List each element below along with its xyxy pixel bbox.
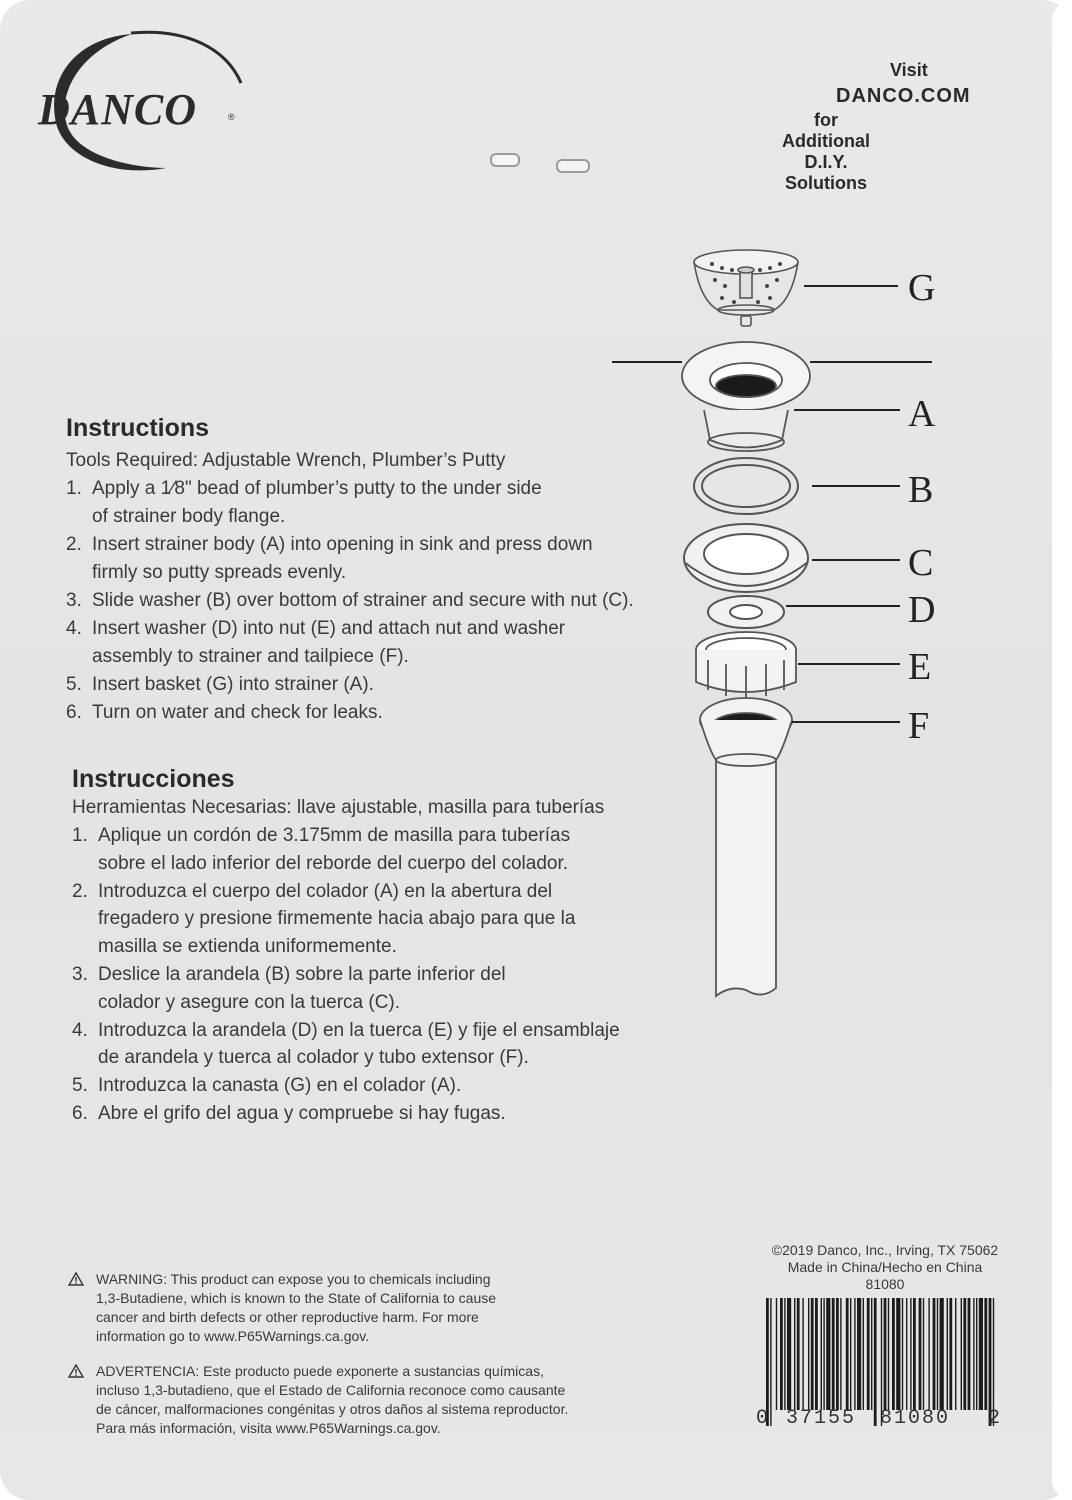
step-number: 2. — [66, 534, 82, 555]
barcode-bar — [910, 1298, 911, 1410]
instruction-line — [66, 618, 565, 640]
brand-name: DANCO — [38, 85, 198, 134]
warning-es-line: ADVERTENCIA: Este producto puede exponerte a sustancias químicas, — [96, 1363, 544, 1379]
barcode-bar — [821, 1298, 822, 1410]
step-number: 3. — [72, 964, 88, 985]
barcode-bar — [840, 1298, 841, 1410]
basket-part-icon — [694, 250, 798, 326]
barcode-bar — [984, 1298, 987, 1410]
instruction-line — [72, 908, 575, 930]
barcode-bar — [961, 1298, 962, 1410]
instruction-line — [72, 936, 397, 958]
warning-triangle-icon — [68, 1272, 84, 1286]
step-text: Abre el grifo del agua y compruebe si hay fugas. — [98, 1103, 506, 1124]
instruction-line — [66, 590, 634, 612]
barcode-bar — [850, 1298, 851, 1410]
instructions-heading-es: Instrucciones — [72, 765, 235, 793]
instruction-line — [72, 881, 552, 903]
warning-triangle-icon — [68, 1364, 84, 1378]
barcode-bar — [854, 1298, 855, 1410]
warning-en — [68, 1270, 496, 1346]
warning-es — [68, 1362, 568, 1438]
step-text: Insert washer (D) into nut (E) and attach nut and washer — [92, 618, 566, 639]
step-number: 5. — [72, 1075, 88, 1097]
step-text: assembly to strainer and tailpiece (F). — [92, 646, 409, 667]
hang-slot-right — [556, 159, 590, 173]
tools-required-es: Herramientas Necesarias: llave ajustable, masilla para tuberías — [72, 797, 605, 818]
barcode-bar — [928, 1298, 929, 1410]
barcode-digits-left: 37155 — [786, 1407, 857, 1430]
small-washer-part-icon — [708, 596, 784, 628]
barcode-bar — [857, 1298, 861, 1410]
barcode-bar — [884, 1298, 887, 1410]
barcode-bar — [784, 1298, 785, 1410]
step-text: fregadero y presione firmemente hacia abajo para que la — [98, 908, 576, 930]
barcode-bar — [937, 1298, 938, 1410]
part-label-e: E — [908, 646, 932, 688]
instructions-heading-en: Instructions — [66, 414, 210, 442]
instruction-line — [72, 1075, 461, 1097]
barcode-bar — [794, 1298, 795, 1410]
instruction-line — [66, 646, 409, 668]
barcode-bar — [797, 1298, 800, 1410]
barcode-bar — [874, 1298, 877, 1426]
step-text: colador y asegure con la tuerca (C). — [98, 991, 401, 1013]
step-text: Slide washer (B) over bottom of strainer and secure with nut (C). — [92, 590, 634, 611]
barcode-bar — [923, 1298, 924, 1410]
instruction-line — [66, 506, 285, 528]
barcode-bar — [973, 1298, 974, 1410]
barcode-bar — [955, 1298, 956, 1410]
barcode-bar — [919, 1298, 922, 1410]
instruction-line — [72, 825, 570, 847]
part-label-d: D — [908, 589, 936, 631]
step-text: masilla se extienda uniformemente. — [98, 936, 397, 958]
part-label-b: B — [908, 469, 934, 511]
part-label-c: C — [908, 542, 934, 584]
barcode-bar — [776, 1298, 777, 1410]
part-label-a: A — [908, 393, 936, 435]
strainer-parts-diagram — [600, 240, 960, 1010]
tailpiece-part-icon — [700, 698, 792, 996]
instruction-line — [72, 992, 400, 1014]
barcode-bar — [871, 1298, 872, 1410]
visit-label: Visit — [890, 60, 928, 80]
step-text: of strainer body flange. — [92, 506, 286, 527]
barcode-bar — [913, 1298, 916, 1410]
step-number: 4. — [72, 1019, 88, 1041]
step-text: de arandela y tuerca al colador y tubo extensor (F). — [98, 1047, 529, 1069]
warning-es-line: de cáncer, malformaciones congénitas y otros daños al sistema reproductor. — [96, 1401, 569, 1417]
barcode-bar — [963, 1298, 966, 1410]
brand-registered-mark: ® — [228, 112, 235, 122]
barcode-bar — [808, 1298, 809, 1410]
step-number: 5. — [66, 674, 82, 695]
instruction-line — [66, 674, 374, 696]
warning-es-line: Para más información, visita www.P65Warnings.ca.gov. — [96, 1420, 441, 1436]
step-number: 1. — [66, 478, 82, 499]
step-number: 6. — [72, 1103, 88, 1124]
step-text: Introduzca el cuerpo del colador (A) en la abertura del — [98, 880, 553, 902]
barcode-digit-check: 2 — [988, 1407, 1003, 1430]
step-text: firmly so putty spreads evenly. — [92, 562, 347, 583]
barcode-bar — [940, 1298, 944, 1410]
barcode-bar — [815, 1298, 818, 1410]
step-text: Aplique un cordón de 3.175mm de masilla para tuberías — [98, 825, 571, 846]
instruction-line — [72, 1020, 620, 1042]
warning-en-line: cancer and birth defects or other reproductive harm. For more — [96, 1309, 479, 1325]
step-text: Apply a 1⁄8" bead of plumber’s putty to the under side — [92, 478, 542, 499]
barcode-bar — [896, 1298, 900, 1410]
instruction-line — [66, 702, 383, 724]
barcode-bar — [832, 1298, 835, 1410]
visit-tagline: for Additional D.I.Y. Solutions — [782, 110, 870, 193]
barcode-bar — [892, 1298, 895, 1410]
barcode-bar — [949, 1298, 952, 1410]
barcode-bar — [867, 1298, 870, 1410]
step-text: Insert basket (G) into strainer (A). — [92, 674, 374, 695]
part-label-f: F — [908, 705, 930, 747]
sku-text: 81080 — [865, 1276, 905, 1292]
warning-es-line: incluso 1,3-butadieno, que el Estado de California reconoce como causante — [96, 1382, 566, 1398]
barcode-bar — [888, 1298, 889, 1410]
step-text: Turn on water and check for leaks. — [92, 702, 383, 723]
copyright-text: ©2019 Danco, Inc., Irving, TX 75062 — [771, 1242, 999, 1258]
strainer-body-part-icon — [682, 342, 810, 451]
barcode-bar — [811, 1298, 814, 1410]
step-text: Deslice la arandela (B) sobre la parte inferior del — [98, 964, 506, 985]
part-label-g: G — [908, 267, 936, 309]
barcode-bar — [826, 1298, 830, 1410]
origin-text: Made in China/Hecho en China — [787, 1259, 983, 1275]
step-number: 6. — [66, 702, 82, 723]
friction-washer-part-icon — [684, 524, 808, 592]
warning-en-line: 1,3-Butadiene, which is known to the State of California to cause — [96, 1290, 497, 1306]
instruction-line — [72, 964, 506, 986]
warning-en-line: WARNING: This product can expose you to chemicals including — [96, 1271, 491, 1287]
instruction-line — [66, 478, 542, 500]
barcode-bar — [863, 1298, 864, 1410]
barcode-bar — [968, 1298, 971, 1410]
step-number: 2. — [72, 880, 88, 902]
barcode-bar — [770, 1298, 771, 1426]
step-text: Introduzca la canasta (G) en el colador (A). — [98, 1075, 462, 1097]
step-text: sobre el lado inferior del reborde del cuerpo del colador. — [98, 852, 569, 874]
barcode-digits-right: 81080 — [880, 1407, 951, 1430]
barcode-bar — [947, 1298, 948, 1410]
barcode-bar — [780, 1298, 783, 1410]
barcode-bar — [787, 1298, 791, 1410]
barcode-bar — [823, 1298, 824, 1410]
warning-en-line: information go to www.P65Warnings.ca.gov. — [96, 1328, 370, 1344]
barcode-bar — [906, 1298, 907, 1410]
instruction-line — [72, 853, 568, 875]
barcode-bar — [846, 1298, 849, 1410]
step-number: 4. — [66, 618, 82, 639]
legal-block — [760, 1242, 1010, 1293]
step-text: Insert strainer body (A) into opening in sink and press down — [92, 534, 593, 555]
step-text: Introduzca la arandela (D) en la tuerca (E) y fije el ensamblaje — [98, 1019, 620, 1041]
card-edge — [1052, 0, 1072, 1500]
barcode-bar — [976, 1298, 977, 1410]
instruction-line — [66, 534, 593, 556]
tools-required-en: Tools Required: Adjustable Wrench, Plumber’s Putty — [66, 450, 506, 471]
barcode-bar — [979, 1298, 983, 1410]
step-number: 3. — [66, 590, 82, 611]
instruction-line — [72, 1103, 506, 1125]
coupling-nut-part-icon — [696, 632, 796, 698]
visit-url: DANCO.COM — [836, 85, 971, 107]
step-number: 1. — [72, 825, 88, 846]
barcode-bar — [902, 1298, 903, 1410]
rubber-washer-part-icon — [694, 458, 798, 514]
hang-slot-left — [490, 153, 520, 167]
instruction-line — [72, 1047, 529, 1069]
barcode-digit-first: 0 — [756, 1407, 771, 1430]
barcode-bar — [933, 1298, 936, 1410]
barcode-bar — [802, 1298, 803, 1410]
barcode-bar — [836, 1298, 839, 1410]
instruction-line — [66, 562, 346, 584]
